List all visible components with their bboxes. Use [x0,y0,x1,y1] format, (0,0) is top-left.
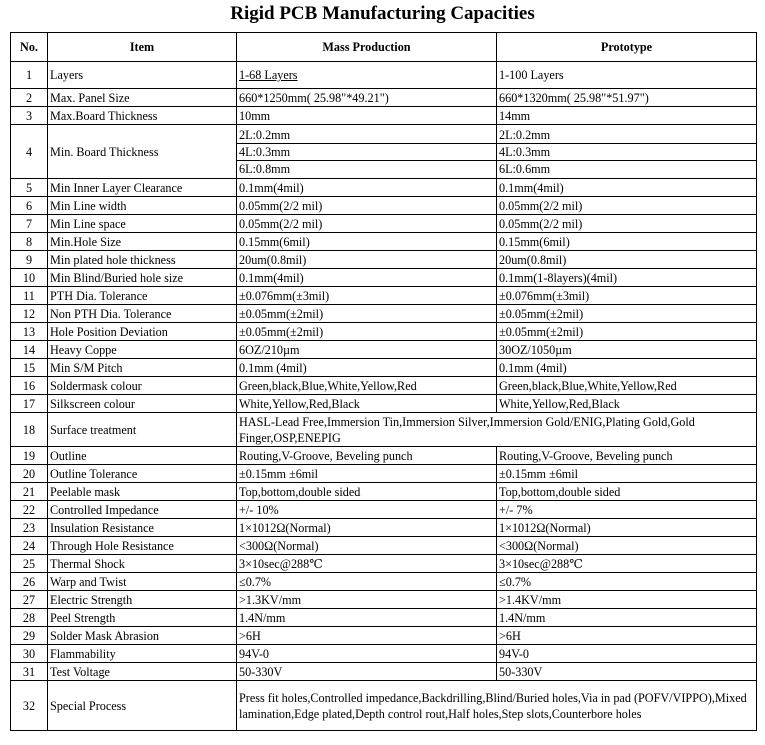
row-proto-value: 1-100 Layers [497,62,757,89]
row-number: 11 [11,287,48,305]
row-mass-value: 6OZ/210µm [237,341,497,359]
row-mass-value: Top,bottom,double sided [237,483,497,501]
row-mass-value: >6H [237,627,497,645]
row-number: 8 [11,233,48,251]
header-prototype: Prototype [497,33,757,62]
row-number: 3 [11,107,48,125]
row-proto-value: 14mm [497,107,757,125]
row-proto-value: ±0.15mm ±6mil [497,465,757,483]
row-proto-value: 660*1320mm( 25.98"*51.97") [497,89,757,107]
row-mass-value: 3×10sec@288℃ [237,555,497,573]
table-row [11,179,757,197]
header-mass-production: Mass Production [237,33,497,62]
table-row [11,681,757,731]
row-proto-value: 1×1012Ω(Normal) [497,519,757,537]
row-item: Min Line width [48,197,237,215]
table-header-row [11,33,757,62]
row-mass-value [237,125,497,179]
row-item: Hole Position Deviation [48,323,237,341]
row-number: 20 [11,465,48,483]
row-mass-value: 0.1mm(4mil) [237,269,497,287]
table-row [11,359,757,377]
row-item: PTH Dia. Tolerance [48,287,237,305]
table-row [11,573,757,591]
row-mass-value: ±0.076mm(±3mil) [237,287,497,305]
row-item: Max. Panel Size [48,89,237,107]
table-row [11,287,757,305]
table-row [11,519,757,537]
table-row [11,609,757,627]
row-item: Non PTH Dia. Tolerance [48,305,237,323]
table-row [11,107,757,125]
row-proto-value: ±0.076mm(±3mil) [497,287,757,305]
row-proto-value: 50-330V [497,663,757,681]
proto-subvalue: 4L:0.3mm [497,144,756,161]
table-row [11,447,757,465]
table-row [11,395,757,413]
row-mass-value: <300Ω(Normal) [237,537,497,555]
row-item: Controlled Impedance [48,501,237,519]
table-row [11,645,757,663]
row-item: Min.Hole Size [48,233,237,251]
row-number: 21 [11,483,48,501]
table-row [11,251,757,269]
row-mass-value: ≤0.7% [237,573,497,591]
table-row [11,323,757,341]
row-number: 17 [11,395,48,413]
mass-value-text: 1-68 Layers [239,68,298,82]
row-mass-value: 0.05mm(2/2 mil) [237,197,497,215]
row-combined-value: HASL-Lead Free,Immersion Tin,Immersion Silver,Immersion Gold/ENIG,Plating Gold,Gold Finger,OSP,ENEPIG [237,413,757,447]
table-row [11,537,757,555]
table-row [11,197,757,215]
row-mass-value: Routing,V-Groove, Beveling punch [237,447,497,465]
row-proto-value: >6H [497,627,757,645]
row-number: 16 [11,377,48,395]
capacities-table [10,32,757,731]
row-item: Electric Strength [48,591,237,609]
row-number: 23 [11,519,48,537]
table-row [11,465,757,483]
table-row [11,125,757,179]
row-mass-value: Green,black,Blue,White,Yellow,Red [237,377,497,395]
row-item: Outline Tolerance [48,465,237,483]
row-mass-value: 0.1mm (4mil) [237,359,497,377]
row-proto-value: 20um(0.8mil) [497,251,757,269]
table-row [11,269,757,287]
row-item: Min. Board Thickness [48,125,237,179]
table-row [11,413,757,447]
mass-subvalue: 4L:0.3mm [237,144,496,161]
row-item: Surface treatment [48,413,237,447]
row-proto-value: 0.1mm (4mil) [497,359,757,377]
table-row [11,377,757,395]
row-proto-value [497,125,757,179]
proto-subvalue: 2L:0.2mm [497,127,756,144]
row-item: Peelable mask [48,483,237,501]
row-proto-value: ±0.05mm(±2mil) [497,323,757,341]
row-number: 25 [11,555,48,573]
row-number: 12 [11,305,48,323]
row-mass-value: 50-330V [237,663,497,681]
row-number: 1 [11,62,48,89]
row-item: Peel Strength [48,609,237,627]
row-item: Min Inner Layer Clearance [48,179,237,197]
row-item: Thermal Shock [48,555,237,573]
row-number: 2 [11,89,48,107]
table-row [11,305,757,323]
row-number: 15 [11,359,48,377]
row-mass-value: White,Yellow,Red,Black [237,395,497,413]
mass-subvalue: 2L:0.2mm [237,127,496,144]
row-item: Soldermask colour [48,377,237,395]
row-proto-value: 0.05mm(2/2 mil) [497,197,757,215]
row-mass-value: 660*1250mm( 25.98"*49.21") [237,89,497,107]
row-proto-value: 1.4N/mm [497,609,757,627]
row-proto-value: White,Yellow,Red,Black [497,395,757,413]
row-number: 10 [11,269,48,287]
row-mass-value: >1.3KV/mm [237,591,497,609]
mass-subvalue: 6L:0.8mm [239,161,291,176]
row-item: Min S/M Pitch [48,359,237,377]
row-item: Special Process [48,681,237,731]
header-no: No. [11,33,48,62]
row-number: 26 [11,573,48,591]
row-item: Insulation Resistance [48,519,237,537]
row-item: Silkscreen colour [48,395,237,413]
row-item: Warp and Twist [48,573,237,591]
row-mass-value: 0.15mm(6mil) [237,233,497,251]
row-proto-value: ±0.05mm(±2mil) [497,305,757,323]
row-number: 29 [11,627,48,645]
table-row [11,627,757,645]
row-number: 27 [11,591,48,609]
row-number: 6 [11,197,48,215]
row-number: 24 [11,537,48,555]
row-number: 7 [11,215,48,233]
row-item: Test Voltage [48,663,237,681]
row-mass-value: ±0.05mm(±2mil) [237,323,497,341]
row-proto-value: +/- 7% [497,501,757,519]
table-row [11,591,757,609]
row-mass-value: +/- 10% [237,501,497,519]
row-number: 31 [11,663,48,681]
row-number: 13 [11,323,48,341]
row-item: Flammability [48,645,237,663]
row-item: Solder Mask Abrasion [48,627,237,645]
row-number: 19 [11,447,48,465]
row-item: Through Hole Resistance [48,537,237,555]
row-number: 18 [11,413,48,447]
row-proto-value: <300Ω(Normal) [497,537,757,555]
row-number: 32 [11,681,48,731]
table-row [11,233,757,251]
row-mass-value: 20um(0.8mil) [237,251,497,269]
table-row [11,341,757,359]
row-mass-value: 10mm [237,107,497,125]
row-item: Min Line space [48,215,237,233]
row-number: 28 [11,609,48,627]
row-number: 30 [11,645,48,663]
row-number: 14 [11,341,48,359]
row-mass-value: ±0.05mm(±2mil) [237,305,497,323]
row-mass-value: 1×1012Ω(Normal) [237,519,497,537]
table-row [11,501,757,519]
row-proto-value: Top,bottom,double sided [497,483,757,501]
row-item: Min plated hole thickness [48,251,237,269]
row-mass-value: 94V-0 [237,645,497,663]
table-row [11,89,757,107]
row-proto-value: 0.15mm(6mil) [497,233,757,251]
table-row [11,555,757,573]
table-row [11,62,757,89]
row-proto-value: Green,black,Blue,White,Yellow,Red [497,377,757,395]
row-combined-value: Press fit holes,Controlled impedance,Backdrilling,Blind/Buried holes,Via in pad (POFV/VIPPO),Mixed lamination,Edge plated,Depth control rout,Half holes,Step slots,Counterbore holes [237,681,757,731]
page-title: Rigid PCB Manufacturing Capacities [230,3,535,24]
row-mass-value [237,62,497,89]
row-proto-value: >1.4KV/mm [497,591,757,609]
proto-subvalue: 6L:0.6mm [499,161,551,176]
row-mass-value: ±0.15mm ±6mil [237,465,497,483]
row-proto-value: 0.05mm(2/2 mil) [497,215,757,233]
row-number: 4 [11,125,48,179]
row-number: 5 [11,179,48,197]
row-item: Layers [48,62,237,89]
row-proto-value: 0.1mm(1-8layers)(4mil) [497,269,757,287]
table-row [11,215,757,233]
table-row [11,663,757,681]
row-mass-value: 0.1mm(4mil) [237,179,497,197]
row-proto-value: 0.1mm(4mil) [497,179,757,197]
row-proto-value: 3×10sec@288℃ [497,555,757,573]
row-proto-value: Routing,V-Groove, Beveling punch [497,447,757,465]
row-number: 22 [11,501,48,519]
row-mass-value: 1.4N/mm [237,609,497,627]
row-number: 9 [11,251,48,269]
row-item: Outline [48,447,237,465]
row-item: Min Blind/Buried hole size [48,269,237,287]
row-mass-value: 0.05mm(2/2 mil) [237,215,497,233]
row-proto-value: ≤0.7% [497,573,757,591]
row-item: Max.Board Thickness [48,107,237,125]
table-row [11,483,757,501]
row-proto-value: 94V-0 [497,645,757,663]
row-item: Heavy Coppe [48,341,237,359]
header-item: Item [48,33,237,62]
row-proto-value: 30OZ/1050µm [497,341,757,359]
